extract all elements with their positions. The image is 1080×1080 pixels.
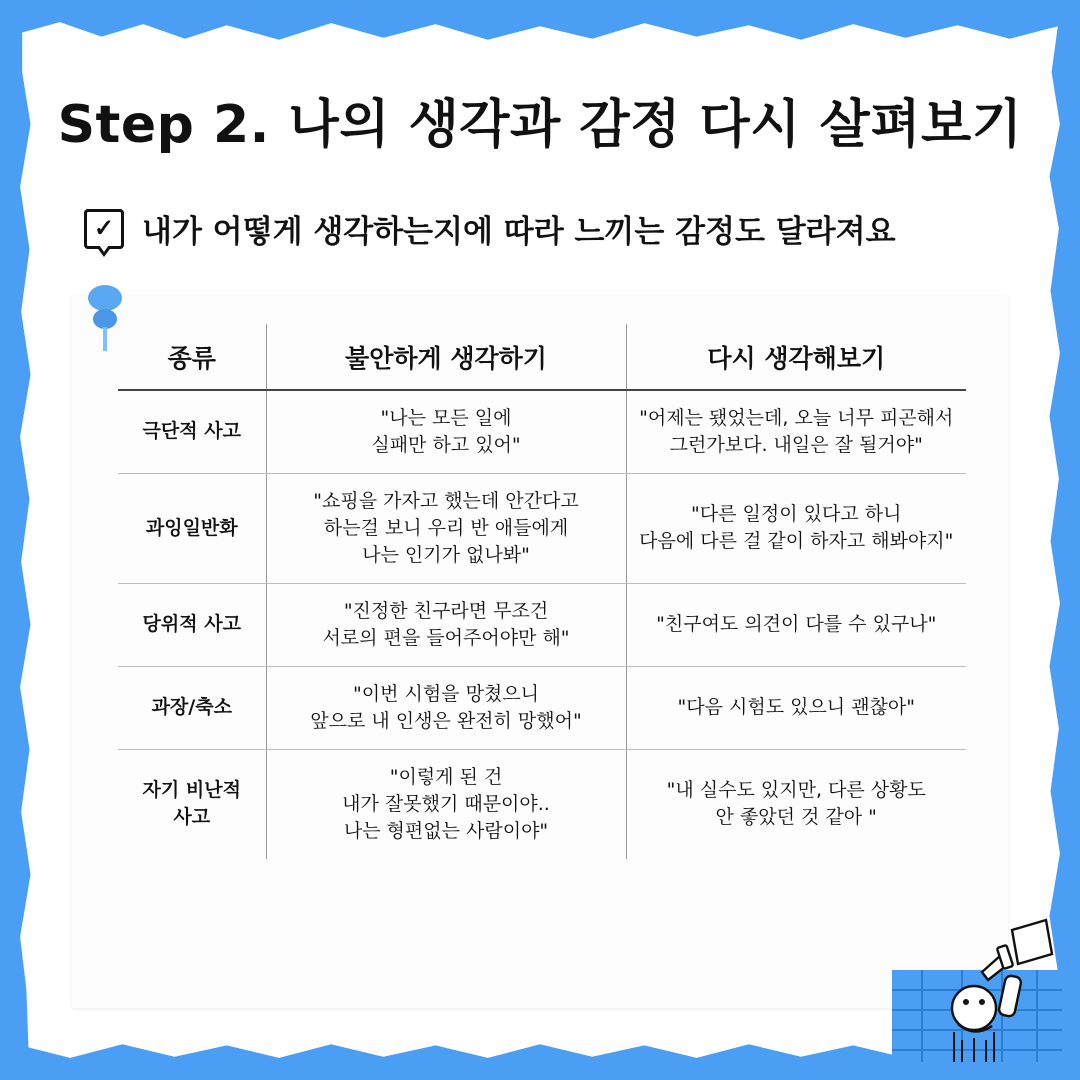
table-row (118, 666, 966, 749)
megaphone-character-doodle (862, 912, 1062, 1062)
table-header-row (118, 324, 966, 390)
subtitle-row (84, 206, 896, 251)
cell-anxious-thought: "이번 시험을 망쳤으니 앞으로 내 인생은 완전히 망했어" (266, 666, 626, 749)
cell-reframed-thought: "내 실수도 있지만, 다른 상황도 안 좋았던 것 같아 " (666, 779, 926, 829)
table-row (118, 583, 966, 666)
cell-type: 극단적 사고 (118, 390, 266, 473)
check-mark-glyph: ✓ (93, 215, 115, 242)
table-row (118, 390, 966, 473)
table-body (118, 390, 966, 859)
column-header-anxious: 불안하게 생각하기 (266, 324, 626, 390)
cell-type: 과장/축소 (118, 666, 266, 749)
column-header-reframe: 다시 생각해보기 (626, 324, 966, 390)
cell-anxious-thought: "나는 모든 일에 실패만 하고 있어" (266, 390, 626, 473)
cell-anxious-thought: "쇼핑을 가자고 했는데 안간다고 하는걸 보니 우리 반 애들에게 나는 인기가 없나봐" (266, 473, 626, 583)
table-row (118, 473, 966, 583)
cell-anxious-thought: "진정한 친구라면 무조건 서로의 편을 들어주어야만 해" (266, 583, 626, 666)
cell-reframed-thought: "다음 시험도 있으니 괜찮아" (626, 666, 966, 749)
cell-reframed-thought: "다른 일정이 있다고 하니 다음에 다른 걸 같이 하자고 해봐야지" (626, 473, 966, 583)
cell-type: 당위적 사고 (118, 583, 266, 666)
push-pin-icon (88, 285, 122, 355)
cell-anxious-thought: "이렇게 된 건 내가 잘못했기 때문이야.. 나는 형편없는 사람이야" (266, 749, 626, 858)
thought-reframe-table (118, 324, 966, 859)
cell-type: 자기 비난적 사고 (142, 779, 241, 829)
table-row (118, 749, 966, 858)
checkbox-icon (84, 209, 124, 249)
cell-type: 과잉일반화 (118, 473, 266, 583)
page-title: Step 2. 나의 생각과 감정 다시 살펴보기 (57, 95, 1023, 155)
page-subtitle: 내가 어떻게 생각하는지에 따라 느끼는 감정도 달라져요 (142, 214, 896, 250)
cell-reframed-thought: "어제는 됐었는데, 오늘 너무 피곤해서 그런가보다. 내일은 잘 될거야" (626, 390, 966, 473)
column-header-type: 종류 (118, 324, 266, 390)
cell-reframed-thought: "친구여도 의견이 다를 수 있구나" (626, 583, 966, 666)
